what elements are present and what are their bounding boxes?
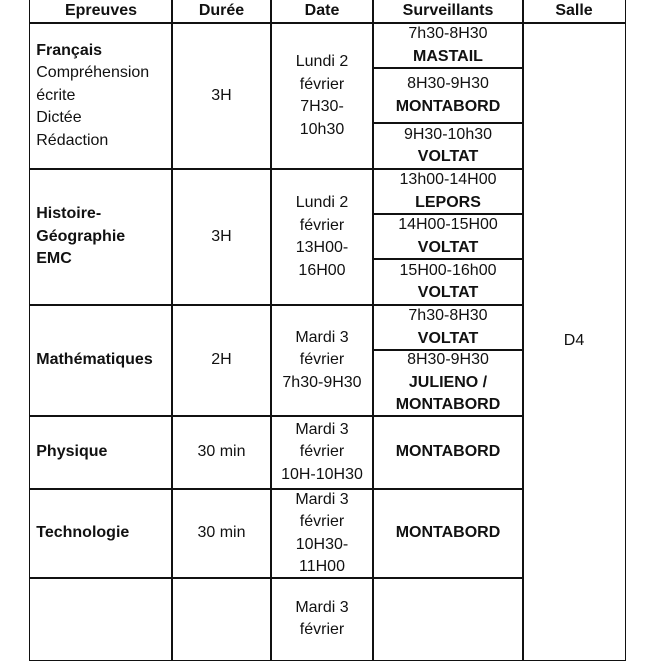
date-text: février (299, 75, 345, 93)
date-text: 7h30-9H30 (282, 373, 362, 391)
header-durée (171, 0, 272, 24)
epreuve-text: Compréhension (36, 64, 150, 82)
date-text: 10H30- (295, 535, 349, 553)
epreuve-cell (29, 488, 173, 579)
surveillant-text: 14H00-15H00 (398, 216, 498, 233)
column-header: Date (304, 2, 340, 20)
epreuve-cell (29, 22, 173, 170)
date-text: février (299, 216, 345, 234)
surveillant-text: 8H30-9H30 (407, 351, 489, 369)
epreuve-text: Géographie (36, 227, 126, 245)
duree-cell (171, 577, 272, 661)
header-salle (522, 0, 626, 24)
surveillant-text: VOLTAT (417, 284, 479, 301)
date-cell (270, 415, 374, 490)
column-header: Durée (198, 2, 245, 20)
duree-text: 2H (211, 351, 232, 369)
epreuve-text: Français (36, 41, 103, 59)
date-text: Mardi 3 (295, 490, 349, 508)
epreuve-cell (29, 577, 173, 661)
surveillant-text: 9H30-10h30 (403, 125, 493, 143)
date-text: Lundi 2 (295, 194, 349, 211)
surveillant-text: MONTABORD (395, 524, 501, 542)
epreuve-text: Rédaction (36, 131, 109, 149)
duree-text: 30 min (197, 524, 246, 542)
duree-text: 3H (211, 227, 232, 245)
surveillant-text: 7h30-8H30 (408, 25, 488, 42)
surveillant-text: MONTABORD (395, 443, 501, 461)
header-surveillants (372, 0, 524, 24)
surveillant-cell (372, 577, 524, 661)
duree-cell (171, 168, 272, 306)
date-text: 7H30- (300, 98, 344, 115)
column-header: Surveillants (402, 2, 494, 20)
epreuve-text: Histoire- (36, 205, 102, 223)
surveillant-cell (372, 213, 524, 260)
surveillant-text: MONTABORD (395, 97, 501, 115)
surveillant-cell (372, 122, 524, 170)
epreuve-cell (29, 304, 173, 417)
duree-cell (171, 415, 272, 490)
surveillant-text: VOLTAT (417, 238, 479, 256)
column-header: Salle (555, 2, 593, 20)
surveillant-text: 13h00-14H00 (399, 171, 497, 188)
surveillant-text: MASTAIL (413, 47, 483, 65)
date-text: Mardi 3 (295, 420, 349, 438)
date-text: février (299, 443, 345, 461)
date-cell (270, 577, 374, 661)
duree-cell (171, 488, 272, 579)
header-epreuves (29, 0, 173, 24)
surveillant-text: 7h30-8H30 (408, 307, 488, 324)
epreuve-text: Physique (36, 443, 108, 461)
epreuve-cell (29, 168, 173, 306)
date-text: février (299, 351, 345, 369)
surveillant-text: MONTABORD (395, 396, 501, 414)
date-cell (270, 488, 374, 579)
date-text: février (299, 513, 345, 530)
epreuve-cell (29, 415, 173, 490)
surveillant-text: VOLTAT (417, 329, 479, 347)
surveillant-cell (372, 22, 524, 69)
date-text: Mardi 3 (295, 328, 349, 346)
date-text: 10h30 (299, 120, 345, 138)
salle-text: D4 (563, 332, 585, 350)
surveillant-cell (372, 304, 524, 351)
date-cell (270, 22, 374, 170)
duree-text: 30 min (197, 443, 246, 461)
surveillant-cell (372, 168, 524, 215)
header-date (270, 0, 374, 24)
epreuve-text: Mathématiques (36, 351, 153, 369)
duree-cell (171, 304, 272, 417)
salle-cell (522, 22, 626, 661)
date-cell (270, 304, 374, 417)
date-cell (270, 168, 374, 306)
date-text: Mardi 3 (295, 598, 349, 616)
column-header: Epreuves (64, 2, 138, 20)
date-text: 10H-10H30 (281, 465, 363, 483)
date-text: 16H00 (298, 261, 346, 279)
surveillant-cell (372, 415, 524, 490)
epreuve-text: écrite (36, 86, 76, 104)
surveillant-cell (372, 349, 524, 417)
duree-text: 3H (211, 86, 232, 104)
surveillant-text: 8H30-9H30 (407, 75, 489, 92)
duree-cell (171, 22, 272, 170)
surveillant-text: 15H00-16h00 (399, 261, 497, 279)
surveillant-cell (372, 67, 524, 124)
surveillant-text: LEPORS (415, 193, 481, 211)
date-text: Lundi 2 (295, 53, 349, 70)
surveillant-text: JULIENO / (408, 373, 488, 391)
surveillant-text: VOLTAT (417, 148, 479, 165)
date-text: 13H00- (295, 239, 349, 256)
surveillant-cell (372, 488, 524, 579)
date-text: février (299, 621, 345, 638)
date-text: 11H00 (299, 558, 345, 575)
surveillant-cell (372, 258, 524, 306)
epreuve-text: EMC (36, 250, 72, 268)
epreuve-text: Dictée (36, 109, 82, 127)
epreuve-text: Technologie (36, 524, 130, 542)
